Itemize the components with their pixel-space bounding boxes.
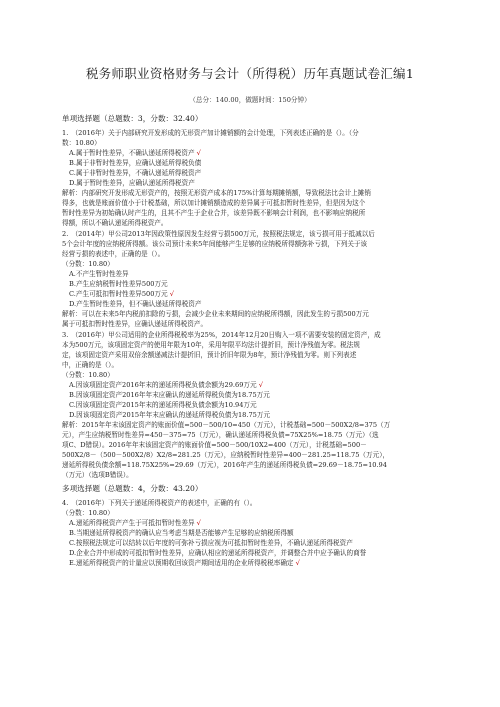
document-title: 税务师职业资格财务与会计（所得税）历年真题试卷汇编1 — [85, 66, 415, 81]
option-c: C.因该项固定资产2015年末的递延所得税负债余额为10.94万元 — [69, 401, 257, 409]
correct-check-icon: √ — [295, 559, 300, 567]
explanation-line: （万元）（选项B错误）。 — [62, 471, 133, 479]
question-stem: 4. （2016年）下列关于递延所得税资产的表述中，正确的有（）。 — [62, 499, 257, 507]
option-b: B.产生应纳税暂时性差异500万元 — [69, 280, 168, 288]
option-c: C.按照税法规定可以结转以后年度的可弥补亏损应视为可抵扣暂时性差异，不确认递延所得税资产 — [69, 539, 353, 547]
explanation-line: 暂时性差异为初始确认时产生的，且其不产生于企业合并，该差异既不影响会计利润，也不影响应纳税所 — [62, 209, 366, 217]
question-stem: 5个会计年度的应纳税所得额。该公司预计未来5年间能够产生足够的应纳税所得额弥补亏损，下列关于该 — [62, 240, 368, 248]
explanation-line: 解析：内部研究开发形成无形资产的，按照无形资产成本的175%计算每期摊销额，导致税法比会计上摊销 — [62, 189, 371, 197]
option-d: D.因该项固定资产2015年年末应确认的递延所得税负债为18.75万元 — [69, 411, 271, 419]
question-3 — [62, 330, 440, 480]
question-1 — [62, 128, 440, 228]
question-stem: 中，正确的是（）。 — [62, 361, 119, 369]
explanation-line: 元），产生应纳税暂时性差异=450－375=75（万元），确认递延所得税负债=75X25%=18.75（万元）（选 — [62, 431, 379, 439]
explanation-line: 得额，所以不确认递延所得税资产。 — [62, 219, 168, 227]
option-d: D.属于暂时性差异，应确认递延所得税资产 — [69, 179, 195, 187]
question-score: （分数：10.80） — [62, 371, 114, 379]
option-b: B.当期递延所得税资产的确认应当考虑当期是否能够产生足够的应纳税所得额 — [69, 529, 294, 537]
exam-meta: （总分：140.00，做题时间：150分钟） — [189, 96, 311, 104]
option-b: B.属于非暂时性差异，应确认递延所得税负债 — [69, 159, 202, 167]
option-d: D.产生暂时性差异，但不确认递延所得税资产 — [69, 300, 202, 308]
explanation-line: 解析：2015年年末该固定资产的账面价值=500－500/10=450（万元），计税基础=500－500X2/8=375（万 — [62, 421, 391, 429]
option-c: C.属于非暂时性差异，不确认递延所得税资产 — [69, 169, 202, 177]
question-score: 数：10.80） — [62, 139, 101, 147]
question-2 — [62, 229, 440, 329]
question-4 — [62, 498, 440, 568]
option-a: A.因该项固定资产2016年末的递延所得税负债余额为29.69万元 √ — [69, 381, 263, 389]
option-a: A.递延所得税资产产生于可抵扣暂时性差异 √ — [69, 519, 201, 527]
correct-check-icon: √ — [196, 149, 201, 157]
explanation-line: 解析：可以在未来5年内税前扣除的亏损，会减少企业未来期间的应纳税所得额，因此发生的亏损500万元 — [62, 310, 369, 318]
option-e: E.递延所得税资产的计量应以预期收回该资产期间适用的企业所得税税率确定 √ — [69, 559, 300, 567]
option-d: D.企业合并中形成的可抵扣暂时性差异，应确认相应的递延所得税资产，并调整合并中应予确认的商誉 — [69, 549, 367, 557]
question-score: （分数：10.80） — [62, 509, 114, 517]
explanation-line: 属于可抵扣暂时性差异，应确认递延所得税资产。 — [62, 320, 208, 328]
document-body — [62, 110, 440, 568]
option-a: A.不产生暂时性差异 — [69, 270, 129, 278]
question-stem: 3. （2016年）甲公司适用的企业所得税税率为25%，2014年12月20日购入一项不需要安装的固定资产，成 — [62, 331, 381, 339]
correct-check-icon: √ — [169, 290, 174, 298]
explanation-line: 500X2/8－（500－500X2/8）X2/8=281.25（万元），应纳税暂时性差异=400－281.25=118.75（万元）， — [62, 451, 390, 459]
explanation-line: 得多，也就是账面价值小于计税基础，所以加计摊销额造成的差异属于可抵扣暂时性差异，但是因为这个 — [62, 199, 366, 207]
question-stem: 定，该项固定资产采用双倍余额递减法计提折旧，预计折旧年限为8年，预计净残值为零。则下列表述 — [62, 351, 357, 359]
option-b: B.因该项固定资产2016年年末应确认的递延所得税负债为18.75万元 — [69, 391, 270, 399]
explanation-line: 递延所得税负债余额=118.75X25%=29.69（万元），2016年产生的递延所得税负债=29.69－18.75=10.94 — [62, 461, 387, 469]
section-heading-single-choice: 单项选择题（总题数：3，分数：32.40） — [62, 114, 203, 123]
question-stem: 2. （2014年）甲公司2013年因政策性原因发生经营亏损500万元，按照税法规定，该亏损可用于抵减以后 — [62, 230, 375, 238]
question-stem: 本为500万元，该项固定资产的使用年限为10年，采用年限平均法计提折旧，预计净残值为零。税法规 — [62, 341, 360, 349]
correct-check-icon: √ — [196, 519, 201, 527]
section-heading-multiple-choice: 多项选择题（总题数：4，分数：43.20） — [62, 484, 203, 493]
question-stem: 经营亏损的表述中，正确的是（）。 — [62, 250, 165, 258]
explanation-line: 项C、D错误）。2016年年末该固定资产的账面价值=500－500/10X2=400（万元），计税基础=500－ — [62, 441, 367, 449]
option-c: C.产生可抵扣暂时性差异500万元 √ — [69, 290, 174, 298]
question-score: （分数：10.80） — [62, 260, 114, 268]
option-a: A.属于暂时性差异，不确认递延所得税资产 √ — [69, 149, 201, 157]
correct-check-icon: √ — [258, 381, 263, 389]
question-stem: 1. （2016年）关于内部研究开发形成的无形资产加计摊销额的会计处理，下列表述正确的是（）。（分 — [62, 129, 359, 137]
